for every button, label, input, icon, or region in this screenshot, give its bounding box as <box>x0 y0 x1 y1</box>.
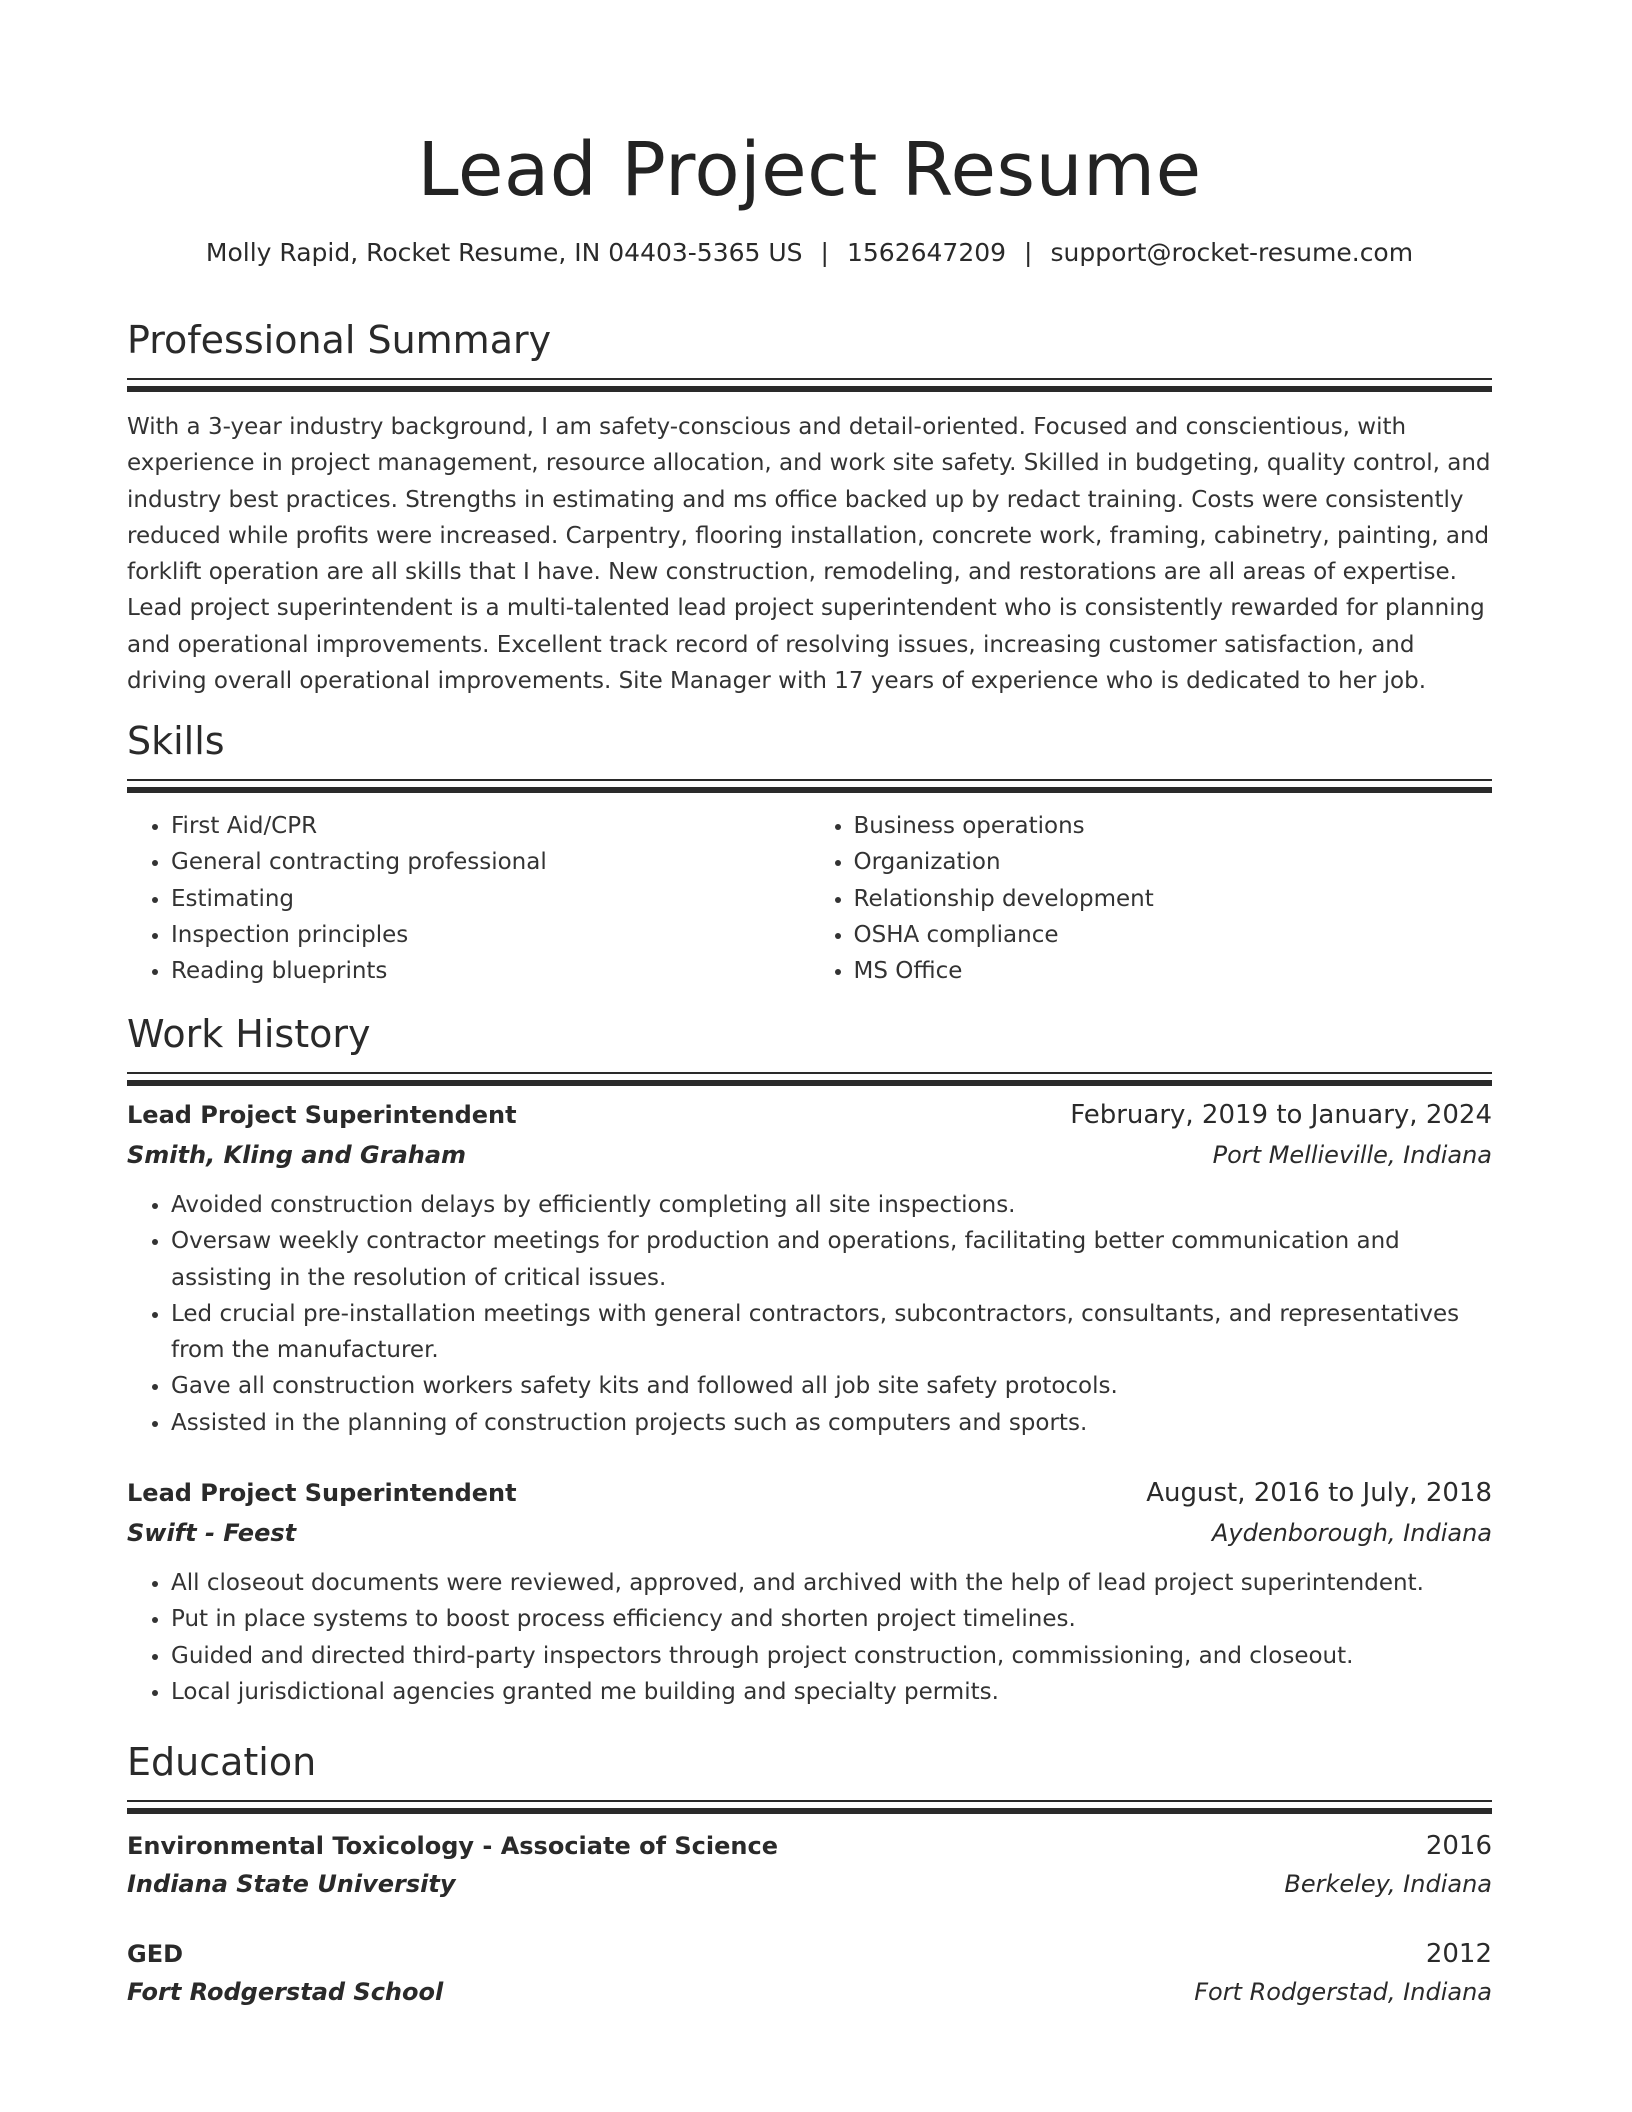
skill-item: • Relationship development <box>854 881 1493 917</box>
job-bullet: • Assisted in the planning of construction projects such as computers and sports. <box>171 1405 1492 1441</box>
skill-item: • OSHA compliance <box>854 917 1493 953</box>
education-section <box>127 1738 1492 2011</box>
contact-separator: | <box>820 238 829 267</box>
education-school-row <box>127 1865 1492 1903</box>
skill-item: • Inspection principles <box>171 917 810 953</box>
job-bullet: • Guided and directed third-party inspectors through project construction, commissioning, and closeout. <box>171 1638 1492 1674</box>
job-entry <box>127 1095 1492 1441</box>
summary-section <box>127 316 1492 699</box>
education-degree: Environmental Toxicology - Associate of Science <box>127 1832 778 1860</box>
section-divider <box>127 1072 1492 1083</box>
job-bullet: • Put in place systems to boost process efficiency and shorten project timelines. <box>171 1601 1492 1637</box>
job-header-row <box>127 1473 1492 1513</box>
skill-item: • Business operations <box>854 808 1493 844</box>
job-location: Aydenborough, Indiana <box>1211 1519 1492 1548</box>
section-heading-summary: Professional Summary <box>127 318 552 362</box>
skills-list-right <box>810 808 1493 989</box>
summary-text: With a 3-year industry background, I am safety-conscious and detail-oriented. Focused and conscientious, with experience in project management, resource allocation, and work site safety. Skilled in budgeting, quality control, and industry best practices. Strengths in estimating and ms office backed up by redact training. Costs were consistently reduced while profits were increased. Carpentry, flooring installation, concrete work, framing, cabinetry, painting, and forklift operation are all skills that I have. New construction, remodeling, and restorations are all areas of expertise. Lead project superintendent is a multi-talented lead project superintendent who is consistently rewarded for planning and operational improvements. Excellent track record of resolving issues, increasing customer satisfaction, and driving overall operational improvements. Site Manager with 17 years of experience who is dedicated to her job. <box>127 414 1491 695</box>
job-company-row <box>127 1513 1492 1553</box>
skill-item: • Reading blueprints <box>171 953 810 989</box>
contact-email[interactable]: support@rocket-resume.com <box>1050 238 1414 267</box>
job-entry <box>127 1473 1492 1710</box>
section-heading-work: Work History <box>127 1012 371 1056</box>
job-bullet: • Oversaw weekly contractor meetings for production and operations, facilitating better communication and assisting in the resolution of critical issues. <box>171 1223 1492 1296</box>
job-location: Port Mellieville, Indiana <box>1212 1141 1492 1169</box>
section-divider <box>127 378 1492 389</box>
education-school: Fort Rodgerstad School <box>127 1978 444 2006</box>
resume-page <box>127 0 1492 2006</box>
job-title: Lead Project Superintendent <box>127 1479 517 1508</box>
education-location: Berkeley, Indiana <box>1284 1870 1492 1898</box>
job-company-row <box>127 1135 1492 1175</box>
contact-separator: | <box>1024 238 1033 267</box>
skills-columns <box>127 808 1492 989</box>
education-year: 2016 <box>1425 1831 1492 1861</box>
education-school-row <box>127 1973 1492 2011</box>
work-history-section <box>127 1010 1492 1710</box>
education-header-row <box>127 1827 1492 1865</box>
education-entry <box>127 1827 1492 1903</box>
job-bullets <box>127 1565 1492 1710</box>
education-header-row <box>127 1935 1492 1973</box>
job-company: Swift - Feest <box>127 1519 297 1548</box>
job-header-row <box>127 1095 1492 1135</box>
section-heading-skills: Skills <box>127 719 225 763</box>
job-bullet: • Local jurisdictional agencies granted me building and specialty permits. <box>171 1674 1492 1710</box>
contact-phone: 1562647209 <box>846 238 1007 267</box>
resume-title: Lead Project Resume <box>417 127 1202 213</box>
job-company: Smith, Kling and Graham <box>127 1141 467 1169</box>
education-entry <box>127 1935 1492 2011</box>
job-bullet: • Gave all construction workers safety kits and followed all job site safety protocols. <box>171 1368 1492 1404</box>
education-location: Fort Rodgerstad, Indiana <box>1194 1978 1492 2006</box>
skills-list-left <box>127 808 810 989</box>
education-degree: GED <box>127 1940 184 1968</box>
job-bullet: • Avoided construction delays by efficiently completing all site inspections. <box>171 1187 1492 1223</box>
skill-item: • MS Office <box>854 953 1493 989</box>
section-divider <box>127 1800 1492 1811</box>
skill-item: • First Aid/CPR <box>171 808 810 844</box>
contact-address: Molly Rapid, Rocket Resume, IN 04403-5365 US <box>205 238 803 267</box>
section-heading-education: Education <box>127 1740 317 1784</box>
job-bullet: • All closeout documents were reviewed, approved, and archived with the help of lead project superintendent. <box>171 1565 1492 1601</box>
job-dates: February, 2019 to January, 2024 <box>1070 1100 1492 1130</box>
contact-line <box>127 236 1492 270</box>
job-title: Lead Project Superintendent <box>127 1101 517 1129</box>
education-school: Indiana State University <box>127 1870 456 1898</box>
job-bullet: • Led crucial pre-installation meetings with general contractors, subcontractors, consultants, and representatives from the manufacturer. <box>171 1296 1492 1369</box>
skill-item: • Estimating <box>171 881 810 917</box>
skill-item: • General contracting professional <box>171 844 810 880</box>
skills-section <box>127 717 1492 989</box>
job-dates: August, 2016 to July, 2018 <box>1146 1478 1492 1509</box>
skill-item: • Organization <box>854 844 1493 880</box>
education-year: 2012 <box>1425 1939 1492 1969</box>
job-bullets <box>127 1187 1492 1441</box>
section-divider <box>127 779 1492 790</box>
